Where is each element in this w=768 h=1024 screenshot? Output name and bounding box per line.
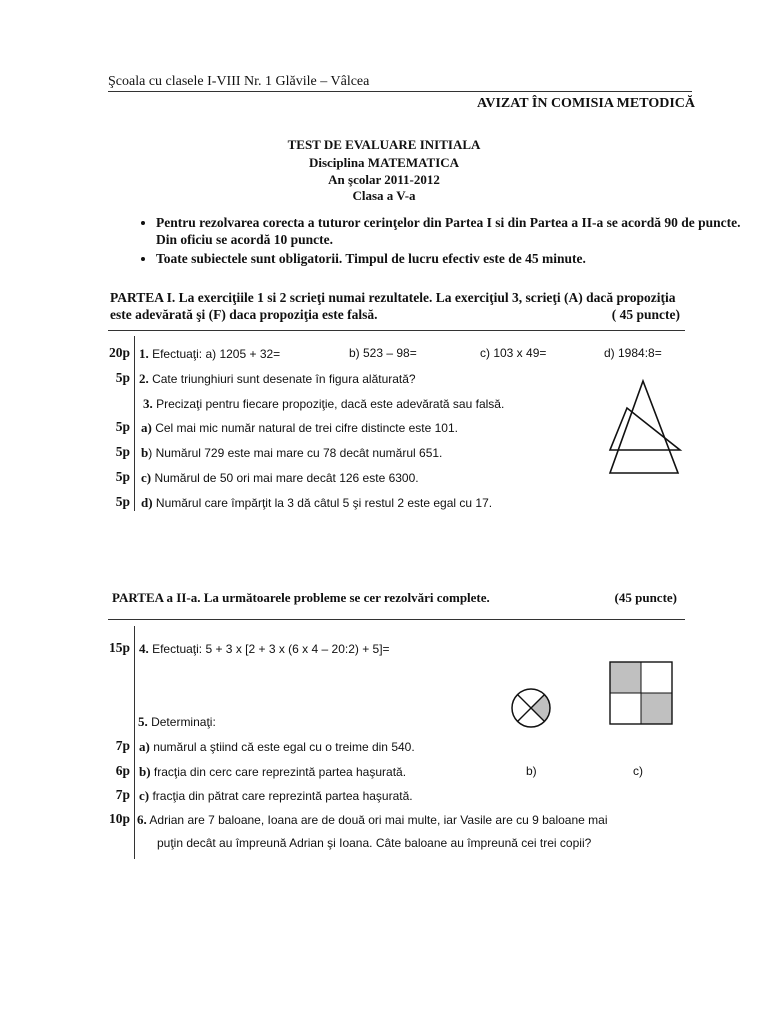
part2-heading-text: PARTEA a II-a. La următoarele probleme se cer rezolvări complete. <box>112 590 490 605</box>
q1-points: 20p <box>108 345 130 360</box>
q5c-statement: fracţia din pătrat care reprezintă partea haşurată. <box>152 789 413 803</box>
square-figure-icon <box>609 661 673 725</box>
q6-points: 10p <box>108 811 130 826</box>
q3a-letter: a) <box>141 420 152 435</box>
discipline: Disciplina MATEMATICA <box>308 155 460 170</box>
q5c-points: 7p <box>115 787 130 802</box>
q3d-text <box>141 495 492 511</box>
q5-number: 5. <box>138 714 148 729</box>
school-year: An şcolar 2011-2012 <box>328 172 440 187</box>
q3d-points: 5p <box>115 494 130 509</box>
avizat-label: AVIZAT ÎN COMISIA METODICĂ <box>477 96 695 111</box>
q3b-letter: b <box>141 445 149 460</box>
q6-line2: puţin decât au împreună Adrian şi Ioana. Câte baloane au împreună cei trei copii? <box>157 836 592 850</box>
q4-number: 4. <box>139 641 149 656</box>
instruction-item: • Toate subiectele sunt obligatorii. Timpul de lucru efectiv este de 45 minute. <box>156 250 746 267</box>
q2-text <box>139 371 416 387</box>
q5b-statement: fracţia din cerc care reprezintă partea haşurată. <box>153 765 407 779</box>
q3c-points: 5p <box>115 469 130 484</box>
q5a-text <box>139 739 415 755</box>
instructions-list <box>112 214 746 269</box>
header-rule <box>108 91 692 92</box>
q3b-text <box>141 445 442 461</box>
q1-text <box>139 346 280 362</box>
q2-number: 2. <box>139 371 149 386</box>
q3a-statement: Cel mai mic număr natural de trei cifre distincte este 101. <box>155 421 458 435</box>
q5b-letter: b) <box>139 764 151 779</box>
fig-c-label: c) <box>633 764 643 778</box>
q2-label: Cate triunghiuri sunt desenate în figura alăturată? <box>152 372 416 386</box>
q3d-statement: Numărul care împărţit la 3 dă câtul 5 şi restul 2 este egal cu 17. <box>155 496 493 510</box>
part1-margin-line <box>134 336 135 511</box>
q5b-text <box>139 764 406 780</box>
q3b-points: 5p <box>115 444 130 459</box>
school-name: Şcoala cu clasele I-VIII Nr. 1 Glăvile – Vâlcea <box>108 74 370 89</box>
q4-text <box>139 641 390 657</box>
q1-b: b) 523 – 98= <box>349 346 417 360</box>
part2-points: (45 puncte) <box>614 590 677 605</box>
fig-b-label: b) <box>526 764 537 778</box>
q6-text <box>137 812 607 828</box>
q1-d: d) 1984:8= <box>604 346 662 360</box>
q1-number: 1. <box>139 346 149 361</box>
part2-margin-line <box>134 626 135 859</box>
q1-c: c) 103 x 49= <box>480 346 547 360</box>
q5c-letter: c) <box>139 788 150 803</box>
q5b-points: 6p <box>115 763 130 778</box>
q3-label: Precizaţi pentru fiecare propoziţie, dacă este adevărată sau falsă. <box>156 397 505 411</box>
part1-points: ( 45 puncte) <box>611 307 680 322</box>
q3c-text <box>141 470 419 486</box>
q5a-letter: a) <box>139 739 150 754</box>
part1-heading <box>110 289 685 323</box>
q4-label: Efectuaţi: 5 + 3 x [2 + 3 x (6 x 4 – 20:2) + 5]= <box>152 642 390 656</box>
q3a-points: 5p <box>115 419 130 434</box>
q4-points: 15p <box>108 640 130 655</box>
q3c-statement: Numărul de 50 ori mai mare decât 126 este 6300. <box>154 471 419 485</box>
q3-text <box>143 396 504 412</box>
q3c-letter: c) <box>141 470 152 485</box>
class-label: Clasa a V-a <box>352 188 416 203</box>
q3-number: 3. <box>143 396 153 411</box>
q5a-points: 7p <box>115 738 130 753</box>
part2-rule <box>108 619 685 620</box>
part1-rule <box>108 330 685 331</box>
triangles-figure-icon <box>605 378 685 478</box>
q3d-letter: d) <box>141 495 153 510</box>
part2-heading <box>112 590 682 606</box>
q1-label: Efectuaţi: a) 1205 + 32= <box>152 347 281 361</box>
q2-points: 5p <box>115 370 130 385</box>
q6-number: 6. <box>137 812 147 827</box>
instruction-item: • Pentru rezolvarea corecta a tuturor cerinţelor din Partea I si din Partea a II-a se acordă 90 de puncte. Din oficiu se acordă 10 puncte. <box>156 214 746 248</box>
q3b-statement: ) Numărul 729 este mai mare cu 78 decât numărul 651. <box>148 446 443 460</box>
q6-line1: Adrian are 7 baloane, Ioana are de două ori mai multe, iar Vasile are cu 9 baloane mai <box>149 813 608 827</box>
test-title: TEST DE EVALUARE INITIALA <box>287 137 481 152</box>
q5-text <box>138 714 216 730</box>
circle-figure-icon <box>509 686 553 730</box>
q3a-text <box>141 420 458 436</box>
part1-heading-text: PARTEA I. La exerciţiile 1 si 2 scrieţi numai rezultatele. La exerciţiul 3, scrieţi (A) dacă propoziţia este adevărată şi (F) daca propoziţia este falsă. <box>110 290 676 322</box>
q5c-text <box>139 788 413 804</box>
q5-label: Determinaţi: <box>151 715 216 729</box>
q5a-statement: numărul a ştiind că este egal cu o treime din 540. <box>153 740 415 754</box>
